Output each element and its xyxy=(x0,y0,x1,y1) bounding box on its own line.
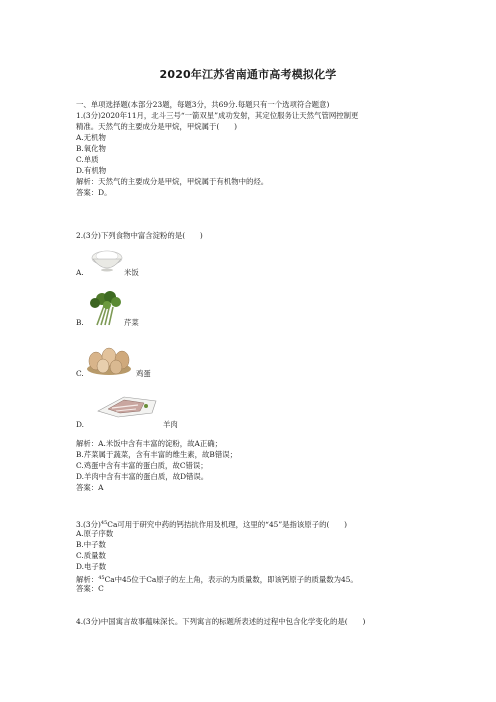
q1-stem-line1: 1.(3分)2020年11月，北斗三号“一箭双星”成功发射，其定位服务让天然气管网控制更 xyxy=(76,111,359,120)
rice-bowl-icon xyxy=(88,247,126,273)
q3-analysis xyxy=(76,573,358,585)
q3-analysis-prefix: 解析： xyxy=(76,575,99,584)
q1-answer: 答案：D。 xyxy=(76,188,112,197)
q2-answer: 答案：A xyxy=(76,483,104,492)
page-title: 2020年江苏省南通市高考模拟化学 xyxy=(159,68,337,81)
q2-option-a-letter: A. xyxy=(76,268,84,277)
q2-option-d-label: 羊肉 xyxy=(163,420,178,429)
q3-option-b: B.中子数 xyxy=(76,540,106,549)
q2-analysis-line4: D.羊肉中含有丰富的蛋白质，故D错误。 xyxy=(76,472,209,481)
q3-option-d: D.电子数 xyxy=(76,562,107,571)
q2-analysis-line1: 解析：A.米饭中含有丰富的淀粉，故A正确； xyxy=(76,439,223,448)
q1-option-d: D.有机物 xyxy=(76,166,107,175)
q2-analysis-line3: C.鸡蛋中含有丰富的蛋白质，故C错误； xyxy=(76,461,208,470)
q3-stem-rest: Ca可用于研究中药的钙拮抗作用及机理，这里的“45”是指该原子的( ) xyxy=(107,520,348,529)
section-heading: 一、单项选择题(本部分23题，每题3分，共69分.每题只有一个选项符合题意) xyxy=(76,100,330,109)
q1-analysis: 解析：天然气的主要成分是甲烷，甲烷属于有机物中的烃。 xyxy=(76,177,269,186)
q1-option-b: B.氧化物 xyxy=(76,144,106,153)
q2-option-c-label: 鸡蛋 xyxy=(136,369,151,378)
q3-option-c: C.质量数 xyxy=(76,551,106,560)
q2-option-d-letter: D. xyxy=(76,420,85,429)
q2-option-a-label: 米饭 xyxy=(124,268,139,277)
q3-answer: 答案：C xyxy=(76,584,104,593)
q2-analysis-line2: B.芹菜属于蔬菜，含有丰富的维生素，故B错误； xyxy=(76,450,238,459)
q2-stem: 2.(3分)下列食物中富含淀粉的是( ) xyxy=(76,231,203,240)
eggs-icon xyxy=(84,341,134,377)
mutton-icon xyxy=(94,391,162,419)
q3-mass-number: 45 xyxy=(100,520,108,526)
q3-stem xyxy=(76,518,347,530)
q3-analysis-rest: Ca中45位于Ca原子的左上角，表示的为质量数，即该钙原子的质量数为45。 xyxy=(104,575,358,584)
q1-option-a: A.无机物 xyxy=(76,133,106,142)
q1-stem-line2: 精准。天然气的主要成分是甲烷，甲烷属于( ) xyxy=(76,122,237,131)
q3-analysis-mass-number: 45 xyxy=(98,575,105,581)
q3-option-a: A.原子序数 xyxy=(76,529,114,538)
q2-option-b-letter: B. xyxy=(76,318,84,327)
q4-stem: 4.(3分)中国寓言故事蕴味深长。下列寓言的标题所表述的过程中包含化学变化的是( ) xyxy=(76,617,366,626)
q3-stem-prefix: 3.(3分) xyxy=(76,520,101,529)
q2-option-c-letter: C. xyxy=(76,369,84,378)
q2-option-b-label: 芹菜 xyxy=(124,318,139,327)
q1-option-c: C.单质 xyxy=(76,155,99,164)
celery-icon xyxy=(83,289,125,327)
